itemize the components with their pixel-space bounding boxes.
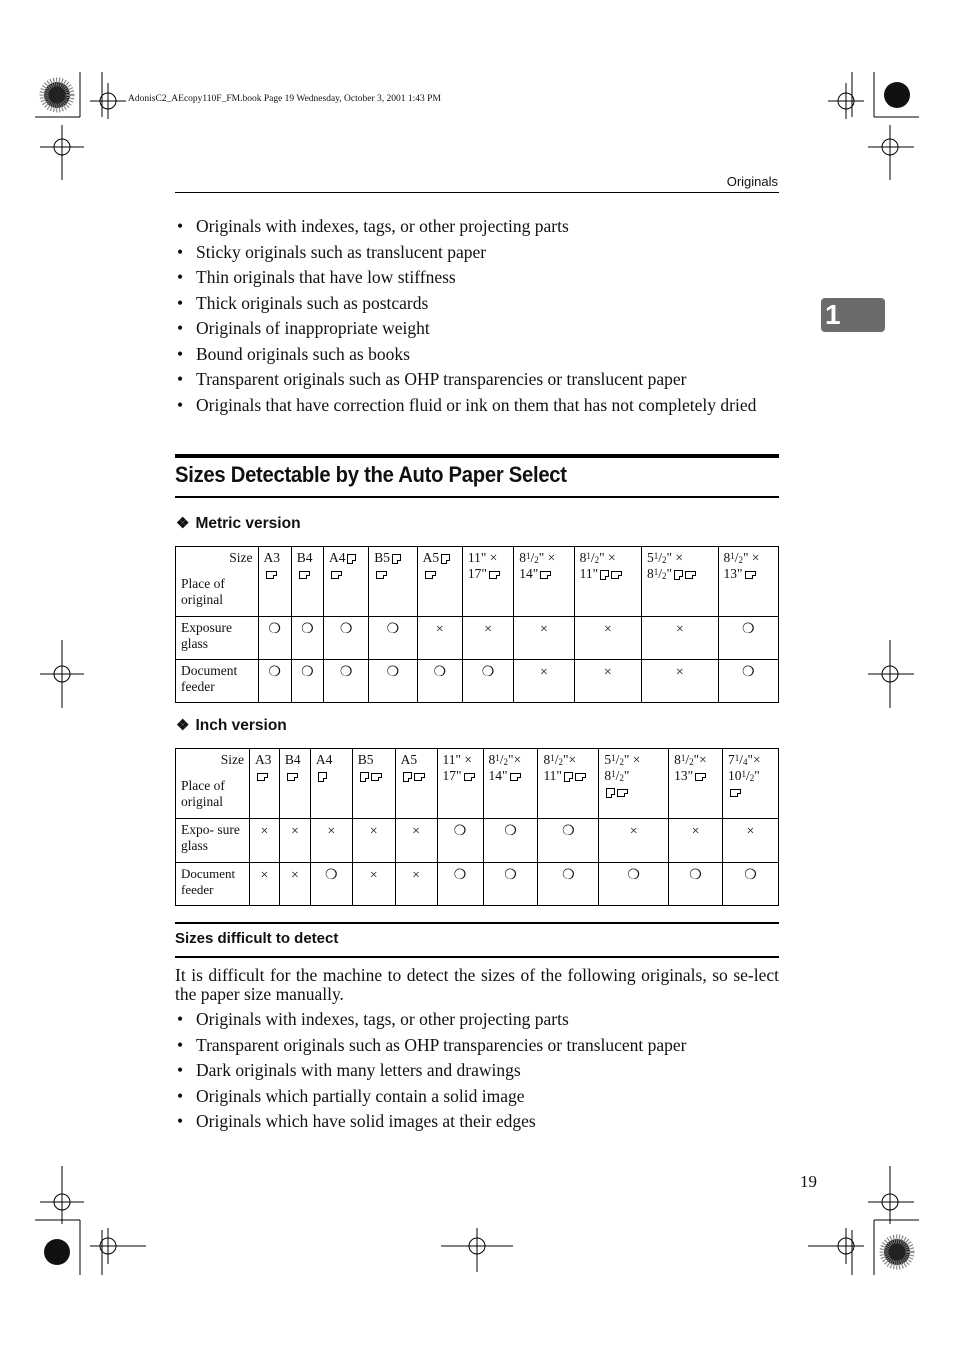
list-item: • Dark originals with many letters and drawings xyxy=(175,1061,779,1080)
table-row: Document feeder × × ❍ × × ❍ ❍ ❍ ❍ ❍ ❍ xyxy=(176,863,779,906)
size-header: 11" × 17" xyxy=(437,749,483,819)
originals-bullet-list xyxy=(175,217,779,421)
subsection-rule-top xyxy=(175,922,779,924)
list-item: • Originals which partially contain a solid image xyxy=(175,1087,779,1106)
size-header: $8^1/2$" × 14" xyxy=(514,547,574,617)
header-rule xyxy=(175,192,779,193)
size-header: $8^1/2"\times$ 13" xyxy=(669,749,723,819)
size-header: $8^1/2$" × 13" xyxy=(718,547,778,617)
inch-heading: ❖ Inch version xyxy=(176,717,287,734)
list-item: • Transparent originals such as OHP transparencies or translucent paper xyxy=(175,1036,779,1055)
size-header: A3 xyxy=(258,547,291,617)
size-header: $7^1/4"\times$ $10^1/2$" xyxy=(723,749,779,819)
book-header-line: AdonisC2_AEcopy110F_FM.book Page 19 Wednesday, October 3, 2001 1:43 PM xyxy=(128,94,441,104)
list-item: • Originals with indexes, tags, or other projecting parts xyxy=(175,217,779,236)
table-corner: Size Place of original xyxy=(176,547,259,617)
size-header: A3 xyxy=(249,749,279,819)
size-header: $8^1/2$" × 11" xyxy=(574,547,641,617)
list-item: • Thin originals that have low stiffness xyxy=(175,268,779,287)
size-header: A4 xyxy=(323,547,368,617)
table-header-row xyxy=(176,749,779,819)
metric-heading: ❖ Metric version xyxy=(176,515,301,532)
size-header: B4 xyxy=(279,749,310,819)
diamond-icon: ❖ xyxy=(176,717,190,734)
size-header: 11" × 17" xyxy=(462,547,513,617)
list-item: • Bound originals such as books xyxy=(175,345,779,364)
metric-size-table xyxy=(175,546,779,703)
list-item: • Thick originals such as postcards xyxy=(175,294,779,313)
table-corner: Size Place of original xyxy=(176,749,250,819)
row-label: Expo- sure glass xyxy=(176,819,250,863)
size-header: $5^1/2$" × $8^1/2$" xyxy=(642,547,719,617)
running-head: Originals xyxy=(726,174,778,189)
chapter-tab: 1 xyxy=(821,298,885,332)
list-item: • Originals which have solid images at their edges xyxy=(175,1112,779,1131)
list-item: • Originals that have correction fluid or ink on them that has not completely dried xyxy=(175,396,779,415)
list-item: • Transparent originals such as OHP transparencies or translucent paper xyxy=(175,370,779,389)
table-header-row xyxy=(176,547,779,617)
diamond-icon: ❖ xyxy=(176,515,190,532)
inch-size-table xyxy=(175,748,779,906)
table-row: Expo- sure glass × × × × × ❍ ❍ ❍ × × × xyxy=(176,819,779,863)
section-rule-bottom xyxy=(175,496,779,498)
list-item: • Originals with indexes, tags, or other projecting parts xyxy=(175,1010,779,1029)
list-item: • Sticky originals such as translucent paper xyxy=(175,243,779,262)
size-header: B5 xyxy=(352,749,395,819)
size-header: A5 xyxy=(395,749,437,819)
subsection-rule-bottom xyxy=(175,956,779,958)
page-number: 19 xyxy=(800,1172,817,1191)
row-label: Exposure glass xyxy=(176,617,259,660)
size-header: $8^1/2"\times$ 11" xyxy=(538,749,599,819)
table-row: Document feeder ❍ ❍ ❍ ❍ ❍ ❍ × × × ❍ xyxy=(176,660,779,703)
row-label: Document feeder xyxy=(176,660,259,703)
list-item: • Originals of inappropriate weight xyxy=(175,319,779,338)
section-rule-top xyxy=(175,454,779,458)
size-header: $8^1/2"\times$ 14" xyxy=(483,749,538,819)
difficult-paragraph: It is difficult for the machine to detect the sizes of the following originals, so se-lect the paper size manually. xyxy=(175,965,779,1004)
size-header: A4 xyxy=(310,749,352,819)
size-header: A5 xyxy=(417,547,462,617)
row-label: Document feeder xyxy=(176,863,250,906)
size-header: B5 xyxy=(369,547,417,617)
size-header: B4 xyxy=(291,547,323,617)
difficult-bullet-list xyxy=(175,1010,779,1138)
size-header: $5^1/2$" × $8^1/2$" xyxy=(599,749,669,819)
subsection-heading: Sizes difficult to detect xyxy=(175,930,339,947)
section-title: Sizes Detectable by the Auto Paper Select xyxy=(175,462,567,487)
table-row: Exposure glass ❍ ❍ ❍ ❍ × × × × × ❍ xyxy=(176,617,779,660)
